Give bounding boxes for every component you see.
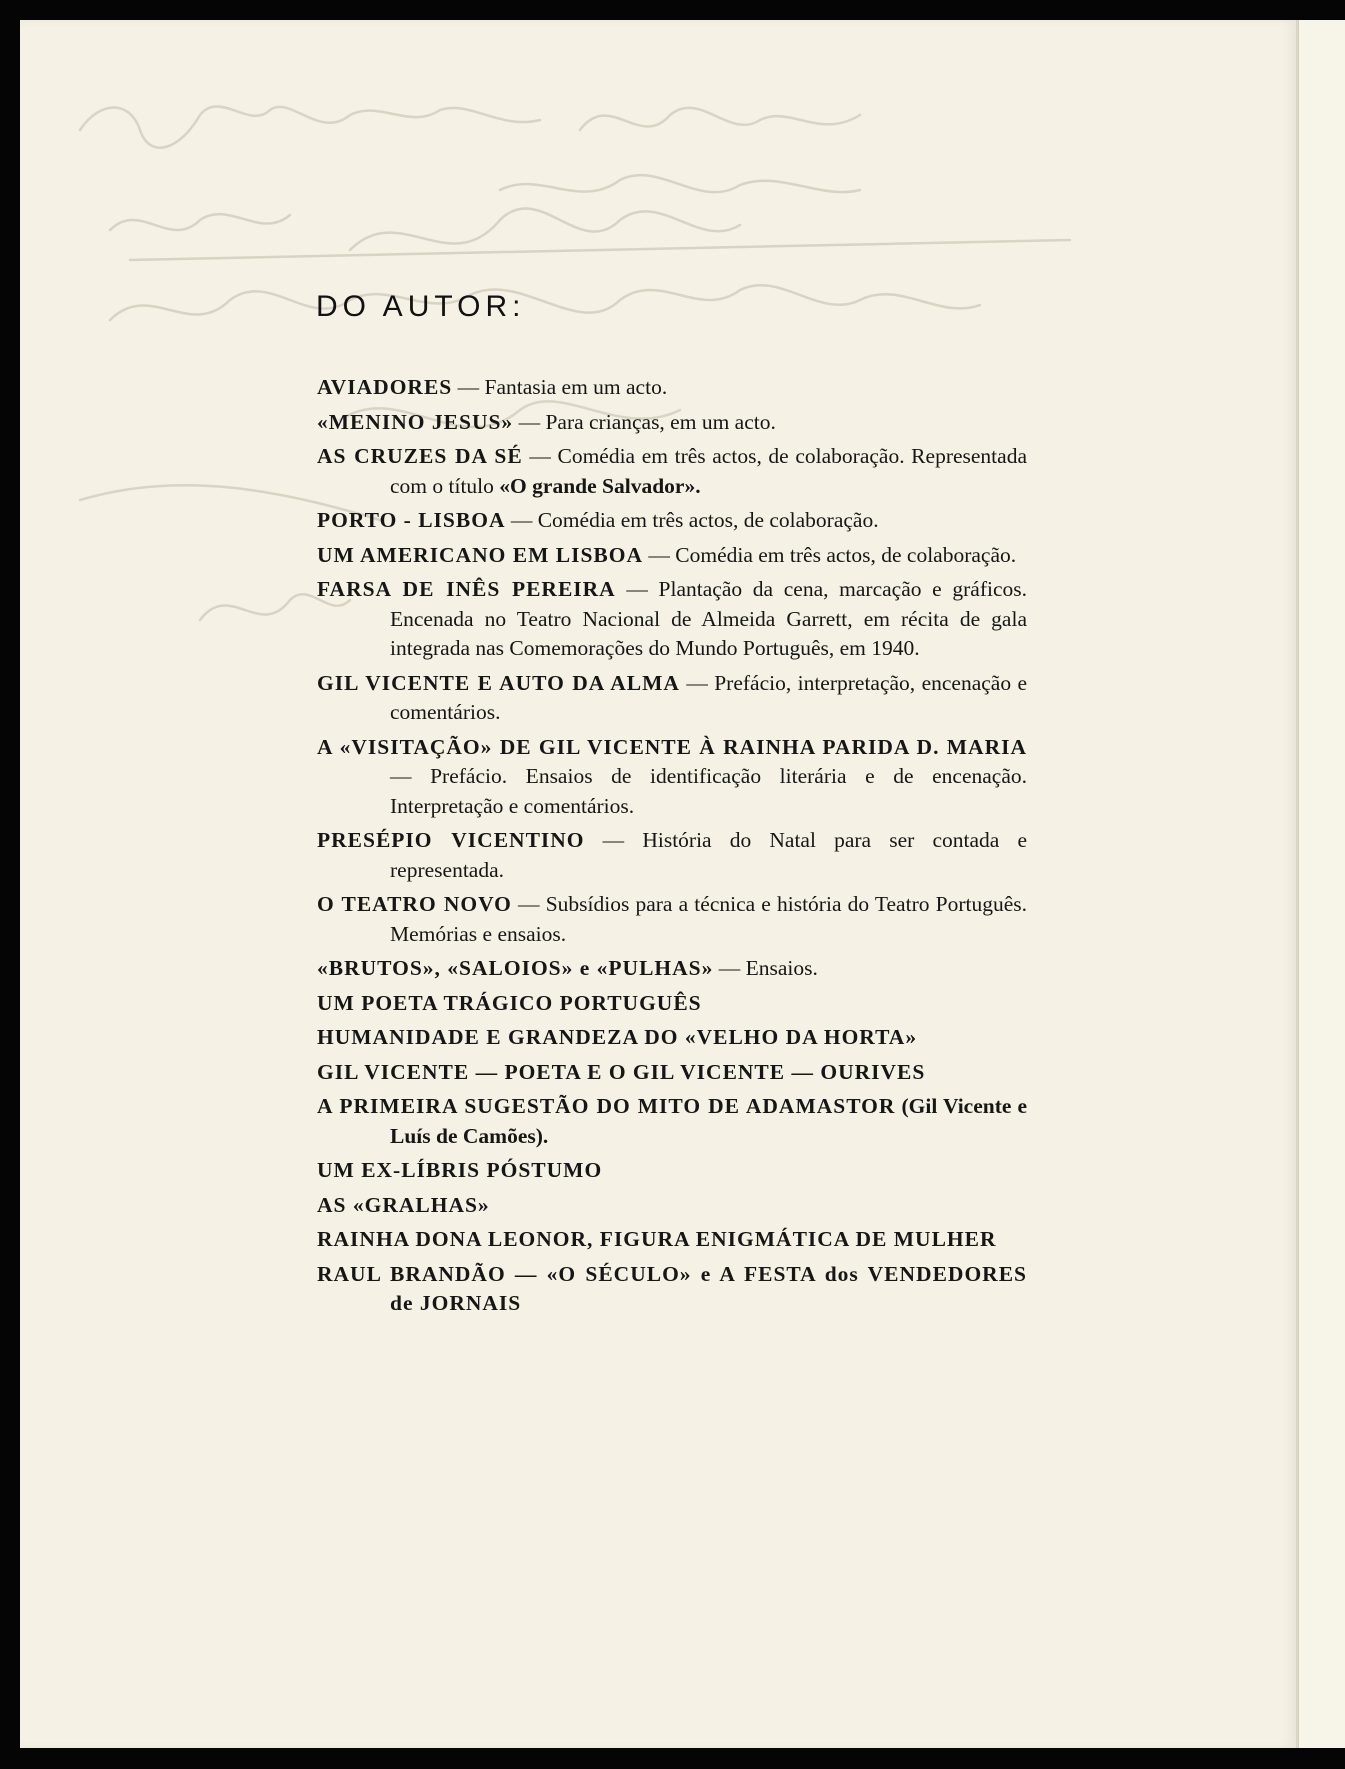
list-item bbox=[317, 989, 1027, 1019]
work-title: A «VISITAÇÃO» DE GIL VICENTE À RAINHA PARIDA D. MARIA bbox=[317, 734, 1027, 759]
work-title: AVIADORES bbox=[317, 375, 453, 399]
work-desc: — Para crianças, em um acto. bbox=[513, 409, 776, 434]
list-item bbox=[317, 1191, 1027, 1221]
list-item bbox=[317, 1023, 1027, 1053]
list-item bbox=[317, 541, 1027, 571]
work-title: UM EX-LÍBRIS PÓSTUMO bbox=[317, 1158, 603, 1182]
section-heading: DO AUTOR: bbox=[316, 290, 526, 323]
work-desc: — Plantação da cena, marcação e gráficos. Encenada no Teatro Nacional de Almeida Garrett, em récita de gala integrada nas Comemorações do Mundo Português, em 1940. bbox=[390, 577, 1027, 660]
list-item bbox=[317, 373, 1027, 403]
works-list bbox=[317, 373, 1027, 1324]
list-item bbox=[317, 408, 1027, 438]
work-title: A PRIMEIRA SUGESTÃO DO MITO DE ADAMASTOR bbox=[317, 1094, 896, 1118]
list-item bbox=[317, 890, 1027, 949]
work-title: RAUL BRANDÃO — «O SÉCULO» e A FESTA dos VENDEDORES de JORNAIS bbox=[317, 1261, 1027, 1315]
work-title: UM POETA TRÁGICO PORTUGUÊS bbox=[317, 990, 702, 1015]
list-item bbox=[317, 1260, 1027, 1319]
signature-stroke bbox=[350, 208, 740, 250]
work-desc: — Subsídios para a técnica e história do Teatro Português. Memórias e ensaios. bbox=[390, 892, 1028, 946]
signature-stroke bbox=[580, 108, 860, 130]
work-desc: — História do Natal para ser contada e representada. bbox=[390, 828, 1027, 882]
work-title: O TEATRO NOVO bbox=[317, 892, 512, 916]
list-item bbox=[317, 954, 1027, 984]
work-title: HUMANIDADE E GRANDEZA DO «VELHO DA HORTA» bbox=[317, 1025, 918, 1049]
work-desc: — Comédia em três actos, de colaboração. Representada com o título bbox=[390, 444, 1027, 498]
work-title: PRESÉPIO VICENTINO bbox=[317, 828, 585, 852]
signature-stroke bbox=[110, 214, 290, 230]
work-title: RAINHA DONA LEONOR, FIGURA ENIGMÁTICA DE MULHER bbox=[317, 1227, 997, 1251]
list-item bbox=[317, 575, 1027, 664]
work-title: PORTO - LISBOA bbox=[317, 508, 506, 532]
work-desc: — Comédia em três actos, de colaboração. bbox=[643, 542, 1017, 567]
list-item bbox=[317, 1058, 1027, 1088]
work-title: AS CRUZES DA SÉ bbox=[317, 444, 523, 468]
work-desc: — Ensaios. bbox=[713, 956, 818, 980]
list-item bbox=[317, 826, 1027, 885]
work-desc: — Fantasia em um acto. bbox=[452, 375, 668, 399]
list-item bbox=[317, 1156, 1027, 1186]
work-alt-title: «O grande Salvador». bbox=[499, 473, 701, 498]
work-title: GIL VICENTE E AUTO DA ALMA bbox=[317, 670, 680, 695]
work-title: «BRUTOS», «SALOIOS» e «PULHAS» bbox=[317, 956, 714, 980]
work-title: FARSA DE INÊS PEREIRA bbox=[317, 577, 616, 601]
signature-stroke bbox=[500, 175, 860, 192]
list-item bbox=[317, 733, 1027, 822]
signature-stroke bbox=[80, 106, 540, 147]
work-title: UM AMERICANO EM LISBOA bbox=[317, 542, 644, 567]
signature-stroke bbox=[130, 240, 1070, 260]
work-title: «MENINO JESUS» bbox=[317, 409, 514, 434]
list-item bbox=[317, 506, 1027, 536]
work-desc: — Comédia em três actos, de colaboração. bbox=[505, 508, 879, 532]
next-page-edge bbox=[1298, 20, 1345, 1748]
work-title: AS «GRALHAS» bbox=[317, 1192, 490, 1217]
list-item bbox=[317, 669, 1027, 728]
list-item bbox=[317, 1225, 1027, 1255]
work-desc: — Prefácio. Ensaios de identificação literária e de encenação. Interpretação e comentários. bbox=[390, 764, 1027, 818]
work-desc: — Prefácio, interpretação, encenação e comentários. bbox=[390, 670, 1027, 724]
signature-stroke bbox=[110, 285, 980, 320]
work-subtitle: (Gil Vicente e Luís de Camões). bbox=[390, 1094, 1028, 1148]
list-item bbox=[317, 442, 1027, 501]
work-title: GIL VICENTE — POETA E O GIL VICENTE — OURIVES bbox=[317, 1059, 926, 1084]
list-item bbox=[317, 1092, 1027, 1151]
